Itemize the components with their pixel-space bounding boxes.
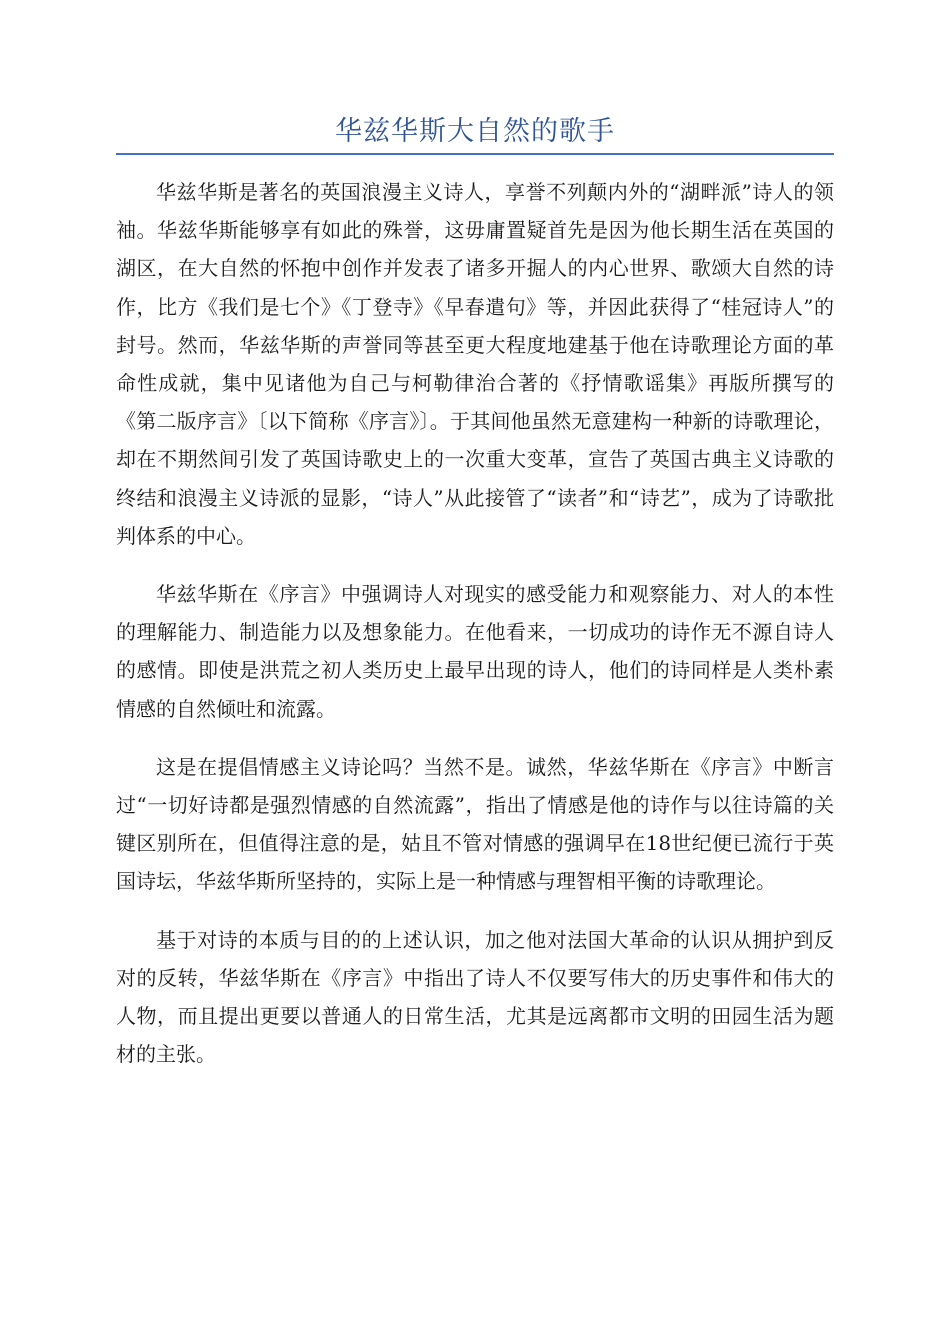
document-title: 华兹华斯大自然的歌手	[335, 116, 615, 147]
paragraph-4: 基于对诗的本质与目的的上述认识，加之他对法国大革命的认识从拥护到反对的反转，华兹华斯在《序言》中指出了诗人不仅要写伟大的历史事件和伟大的人物，而且提出更要以普通人的日常生活，尤其是远离都市文明的田园生活为题材的主张。	[116, 927, 834, 1067]
paragraph-3: 这是在提倡情感主义诗论吗？当然不是。诚然，华兹华斯在《序言》中断言过“一切好诗都是强烈情感的自然流露”，指出了情感是他的诗作与以往诗篇的关键区别所在，但值得注意的是，姑且不管对情感的强调早在18世纪便已流行于英国诗坛，华兹华斯所坚持的，实际上是一种情感与理智相平衡的诗歌理论。	[116, 754, 834, 894]
document-body	[116, 173, 834, 1093]
paragraph-2: 华兹华斯在《序言》中强调诗人对现实的感受能力和观察能力、对人的本性的理解能力、制造能力以及想象能力。在他看来，一切成功的诗作无不源自诗人的感情。即使是洪荒之初人类历史上最早出现的诗人，他们的诗同样是人类朴素情感的自然倾吐和流露。	[116, 582, 834, 721]
paragraph-1: 华兹华斯是著名的英国浪漫主义诗人，享誉不列颠内外的“湖畔派”诗人的领袖。华兹华斯能够享有如此的殊誉，这毋庸置疑首先是因为他长期生活在英国的湖区，在大自然的怀抱中创作并发表了诸多开掘人的内心世界、歌颂大自然的诗作，比方《我们是七个》《丁登寺》《早春遣句》等，并因此获得了“桂冠诗人”的封号。然而，华兹华斯的声誉同等甚至更大程度地建基于他在诗歌理论方面的革命性成就，集中见诸他为自己与柯勒律治合著的《抒情歌谣集》再版所撰写的《第二版序言》〔以下简称《序言》〕。于其间他虽然无意建构一种新的诗歌理论，却在不期然间引发了英国诗歌史上的一次重大变革，宣告了英国古典主义诗歌的终结和浪漫主义诗派的显影，“诗人”从此接管了“读者”和“诗艺”，成为了诗歌批判体系的中心。	[116, 180, 834, 548]
title-underline	[116, 153, 834, 155]
